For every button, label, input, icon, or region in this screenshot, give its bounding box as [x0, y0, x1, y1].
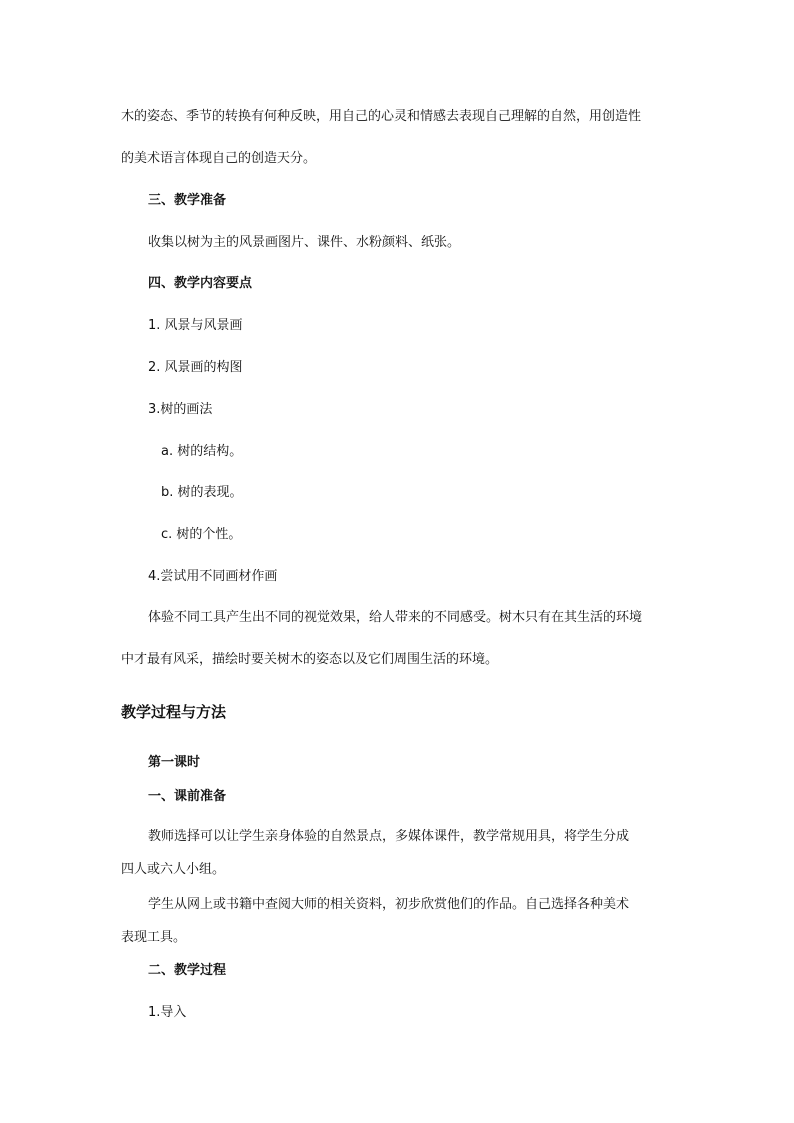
lesson-title: 第一课时	[148, 755, 201, 770]
section-heading-preparation: 三、教学准备	[148, 193, 227, 208]
list-item: 2. 风景画的构图	[148, 360, 243, 375]
section-heading-key-points: 四、教学内容要点	[148, 276, 253, 291]
list-item: 1. 风景与风景画	[148, 318, 243, 333]
intro-line-2: 的美术语言体现自己的创造天分。	[121, 151, 317, 166]
section-heading-pre-class: 一、课前准备	[148, 789, 227, 804]
section-title-process: 教学过程与方法	[121, 703, 227, 721]
key-points-paragraph-line-2: 中才最有风采，描绘时要关树木的姿态以及它们周围生活的环境。	[121, 652, 499, 667]
sub-list-item: c. 树的个性。	[161, 527, 242, 542]
list-item: 3.树的画法	[148, 402, 213, 417]
pre-class-paragraph-2-line-2: 表现工具。	[121, 930, 187, 945]
pre-class-paragraph-2-line-1: 学生从网上或书籍中查阅大师的相关资料，初步欣赏他们的作品。自己选择各种美术	[148, 897, 630, 912]
pre-class-paragraph-1-line-1: 教师选择可以让学生亲身体验的自然景点，多媒体课件，教学常规用具，将学生分成	[148, 829, 630, 844]
sub-list-item: a. 树的结构。	[161, 444, 243, 459]
sub-list-item: b. 树的表现。	[161, 485, 243, 500]
key-points-paragraph-line-1: 体验不同工具产生出不同的视觉效果，给人带来的不同感受。树木只有在其生活的环境	[148, 610, 643, 625]
pre-class-paragraph-1-line-2: 四人或六人小组。	[121, 862, 226, 877]
step-intro: 1.导入	[148, 1005, 187, 1020]
intro-line-1: 木的姿态、季节的转换有何种反映，用自己的心灵和情感去表现自己理解的自然，用创造性	[121, 109, 642, 124]
preparation-text: 收集以树为主的风景画图片、课件、水粉颜料、纸张。	[148, 235, 461, 250]
list-item: 4.尝试用不同画材作画	[148, 569, 278, 584]
section-heading-teaching-process: 二、教学过程	[148, 963, 227, 978]
